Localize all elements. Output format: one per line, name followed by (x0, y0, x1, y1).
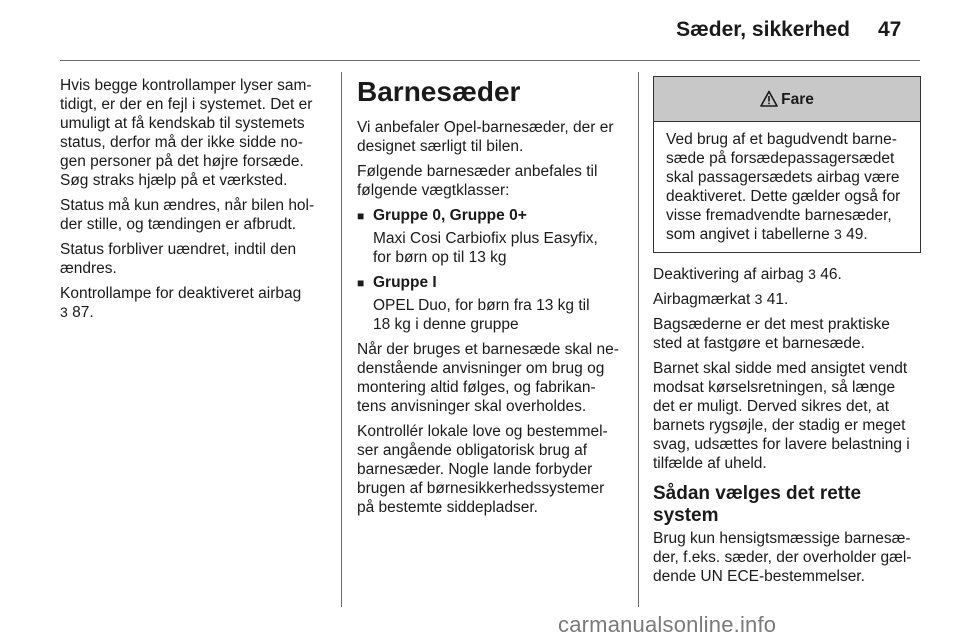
text-line: Barnet skal sidde med ansigtet vendt (653, 360, 908, 377)
text-line: der, f.eks. sæder, der overholder gæl- (653, 549, 912, 566)
page-header-title: Sæder, sikkerhed (676, 18, 850, 41)
text-line: barnesæder. Nogle lande forbyder (357, 461, 593, 478)
text-line: det er muligt. Derved sikres det, at (653, 398, 890, 415)
paragraph-intro (357, 118, 625, 156)
text-line: tilfælde af uheld. (653, 455, 767, 472)
text-line: modsat kørselsretningen, så længe (653, 379, 896, 396)
text-line: svag, udsættes for lavere belastning i (653, 436, 910, 453)
paragraph-rear-seats (653, 315, 921, 353)
reference-airbag-label[interactable] (653, 290, 921, 309)
column-divider-right (638, 72, 639, 607)
text-line: tens anvisninger skal overholdes. (357, 398, 587, 415)
bullet-label: Gruppe 0, Gruppe 0+ (373, 207, 527, 224)
warning-body (654, 122, 920, 252)
reference-page: 41. (766, 291, 789, 308)
text-line: status, derfor må der ikke sidde no- (60, 134, 303, 151)
reference-arrow-icon: 3 (808, 266, 816, 282)
text-line: tidigt, er der en fejl i systemet. Det er (60, 96, 313, 113)
text-line-with-reference (666, 225, 915, 244)
text-line: Kontrollampe for deaktiveret airbag (60, 285, 302, 302)
reference-page: 87. (72, 304, 94, 321)
text-line: designet særligt til bilen. (357, 138, 524, 155)
paragraph-status-change (60, 196, 330, 234)
text-line: Søg straks hjælp på et værksted. (60, 172, 288, 189)
text-line: brugen af børnesikkerhedssystemer (357, 480, 605, 497)
paragraph-weight-intro (357, 162, 625, 200)
text-line: Følgende barnesæder anbefales til (357, 163, 598, 180)
text-line: deaktiveret. Dette gælder også for (666, 188, 901, 205)
reference-text: Deaktivering af airbag (653, 266, 804, 283)
text-line: denstående anvisninger om brug og (357, 360, 605, 377)
text-line: visse fremadvendte barnesæder, (666, 207, 892, 224)
bullet-label: Gruppe I (373, 274, 437, 291)
text: som angivet i tabellerne (666, 226, 830, 243)
paragraph-choose-system (653, 529, 921, 586)
list-item-text (373, 229, 625, 267)
text-line: Maxi Cosi Carbiofix plus Easyfix, (373, 230, 598, 247)
text-line: Hvis begge kontrollamper lyser sam- (60, 77, 312, 94)
reference-page[interactable]: 49. (846, 226, 868, 243)
text-line: sæde på forsædepassagersædet (666, 150, 895, 167)
warning-header (654, 77, 920, 122)
column-1 (60, 76, 330, 328)
section-heading: Barnesæder (357, 76, 521, 107)
text-line: umuligt at få kendskab til systemets (60, 115, 305, 132)
paragraph-fault-status (60, 76, 330, 190)
watermark: carmanualsonline.info (558, 612, 777, 637)
bullet-square-icon: ■ (357, 209, 365, 223)
text-line: montering altid følges, og fabrikan- (357, 379, 596, 396)
warning-box (653, 76, 921, 253)
column-3 (653, 76, 921, 592)
paragraph-control-lamp (60, 284, 330, 322)
text-line: følgende vægtklasser: (357, 182, 510, 199)
paragraph-instructions (357, 340, 625, 416)
text-line: for børn op til 13 kg (373, 249, 507, 266)
text-line: barnets rygsøjle, der stadig er meget (653, 417, 906, 434)
text-line: der stille, og tændingen er afbrudt. (60, 216, 297, 233)
reference-airbag-deactivation[interactable] (653, 265, 921, 284)
text-line: på bestemte siddepladser. (357, 499, 538, 516)
reference-arrow-icon: 3 (60, 304, 68, 320)
column-2 (357, 76, 625, 523)
header-divider (60, 60, 920, 61)
text-line: dende UN ECE-bestemmelser. (653, 568, 865, 585)
text-line: Brug kun hensigtsmæssige barnesæ- (653, 530, 911, 547)
reference-arrow-icon: 3 (754, 291, 763, 307)
text-line: ændres. (60, 260, 117, 277)
paragraph-rear-facing (653, 359, 921, 473)
list-item-text (373, 296, 625, 334)
warning-label: Fare (781, 90, 814, 108)
list-item (357, 206, 625, 226)
text-line: ser angående obligatorisk brug af (357, 442, 588, 459)
text-line: Når der bruges et barnesæde skal ne- (357, 341, 619, 358)
text-line: Bagsæderne er det mest praktiske (653, 316, 890, 333)
text-line: Status må kun ændres, når bilen hol- (60, 197, 315, 214)
paragraph-status-unchanged (60, 240, 330, 278)
column-divider-left (341, 72, 342, 607)
page-number: 47 (878, 18, 902, 41)
text-line: sted at fastgøre et barnesæde. (653, 335, 865, 352)
text-line: Vi anbefaler Opel-barnesæder, der er (357, 119, 614, 136)
paragraph-local-laws (357, 422, 625, 517)
text-line: skal passagersædets airbag være (666, 169, 900, 186)
list-item (357, 273, 625, 293)
text-line: Status forbliver uændret, indtil den (60, 241, 297, 258)
bullet-square-icon: ■ (357, 276, 365, 290)
warning-triangle-icon (760, 90, 778, 108)
reference-page: 46. (820, 266, 842, 283)
subsection-heading: Sådan vælges det rette system (653, 483, 862, 526)
text-line: Kontrollér lokale love og bestemmel- (357, 423, 608, 440)
text-line: OPEL Duo, for børn fra 13 kg til (373, 297, 590, 314)
text-line: Ved brug af et bagudvendt barne- (666, 131, 897, 148)
reference-text: Airbagmærkat (653, 291, 751, 308)
text-line: 18 kg i denne gruppe (373, 316, 519, 333)
page-reference[interactable] (60, 303, 330, 322)
reference-arrow-icon[interactable]: 3 (834, 226, 842, 242)
text-line: gen personer på det højre forsæde. (60, 153, 304, 170)
